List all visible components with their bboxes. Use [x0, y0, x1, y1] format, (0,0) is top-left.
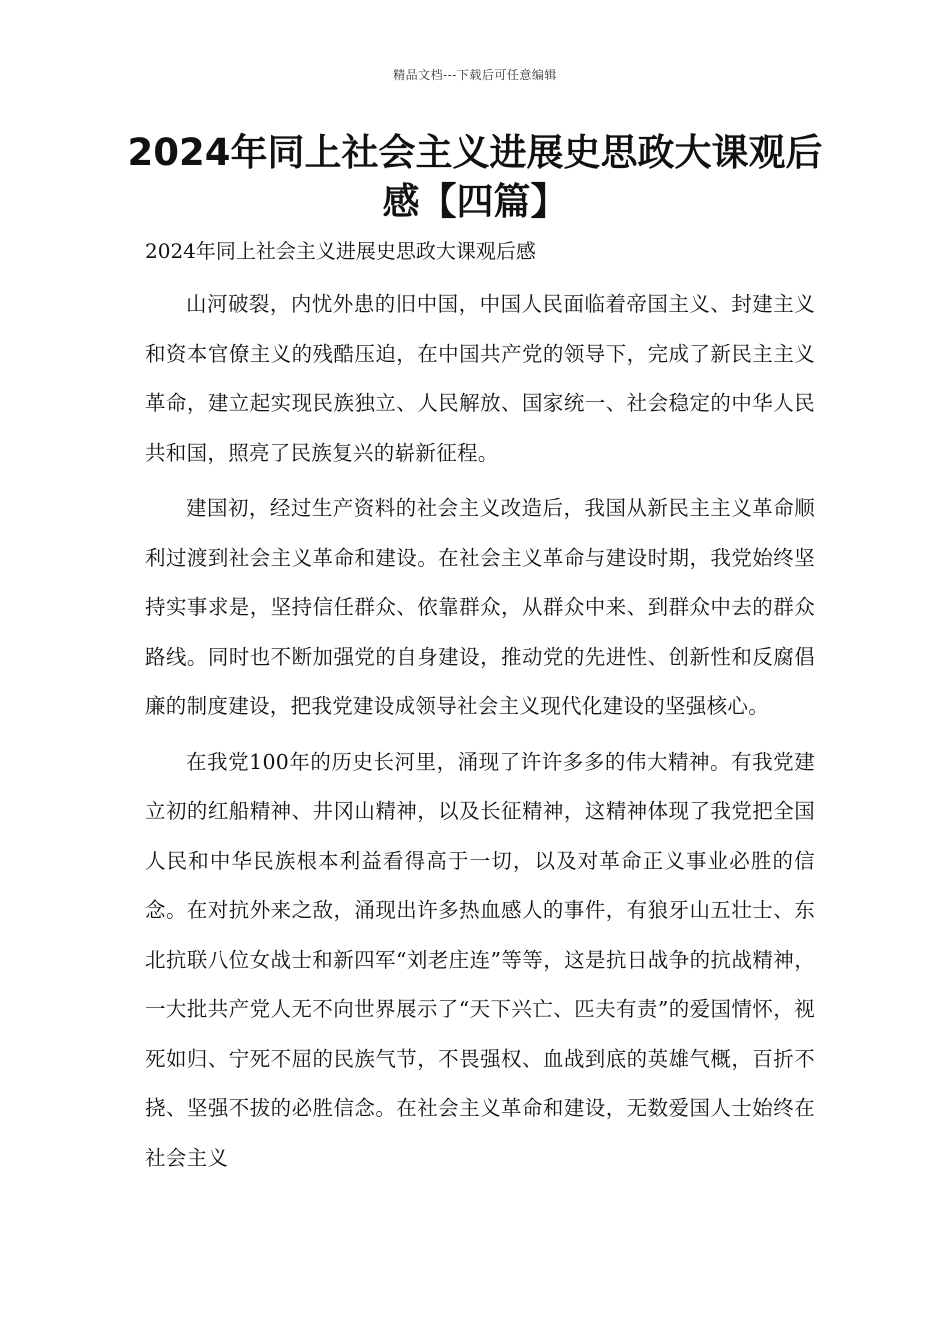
paragraph-1: 山河破裂，内忧外患的旧中国，中国人民面临着帝国主义、封建主义和资本官僚主义的残酷压迫，在中国共产党的领导下，完成了新民主主义革命，建立起实现民族独立、人民解放、国家统一、社会稳定的中华人民共和国，照亮了民族复兴的崭新征程。	[145, 292, 815, 465]
body-text	[145, 280, 815, 1189]
document-title: 2024年同上社会主义进展史思政大课观后感【四篇】	[127, 131, 823, 223]
header-note: 精品文档---下载后可任意编辑	[393, 68, 557, 82]
paragraph-2: 建国初，经过生产资料的社会主义改造后，我国从新民主主义革命顺利过渡到社会主义革命和建设。在社会主义革命与建设时期，我党始终坚持实事求是，坚持信任群众、依靠群众，从群众中来、到群众中去的群众路线。同时也不断加强党的自身建设，推动党的先进性、创新性和反腐倡廉的制度建设，把我党建设成领导社会主义现代化建设的坚强核心。	[145, 496, 815, 718]
section-heading: 2024年同上社会主义进展史思政大课观后感	[145, 239, 536, 263]
paragraph-3: 在我党100年的历史长河里，涌现了许许多多的伟大精神。有我党建立初的红船精神、井冈山精神，以及长征精神，这精神体现了我党把全国人民和中华民族根本利益看得高于一切，以及对革命正义事业必胜的信念。在对抗外来之敌，涌现出许多热血感人的事件，有狼牙山五壮士、东北抗联八位女战士和新四军“刘老庄连”等等，这是抗日战争的抗战精神，一大批共产党人无不向世界展示了“天下兴亡、匹夫有责”的爱国情怀，视死如归、宁死不屈的民族气节，不畏强权、血战到底的英雄气概，百折不挠、坚强不拔的必胜信念。在社会主义革命和建设，无数爱国人士始终在社会主义	[145, 749, 815, 1170]
